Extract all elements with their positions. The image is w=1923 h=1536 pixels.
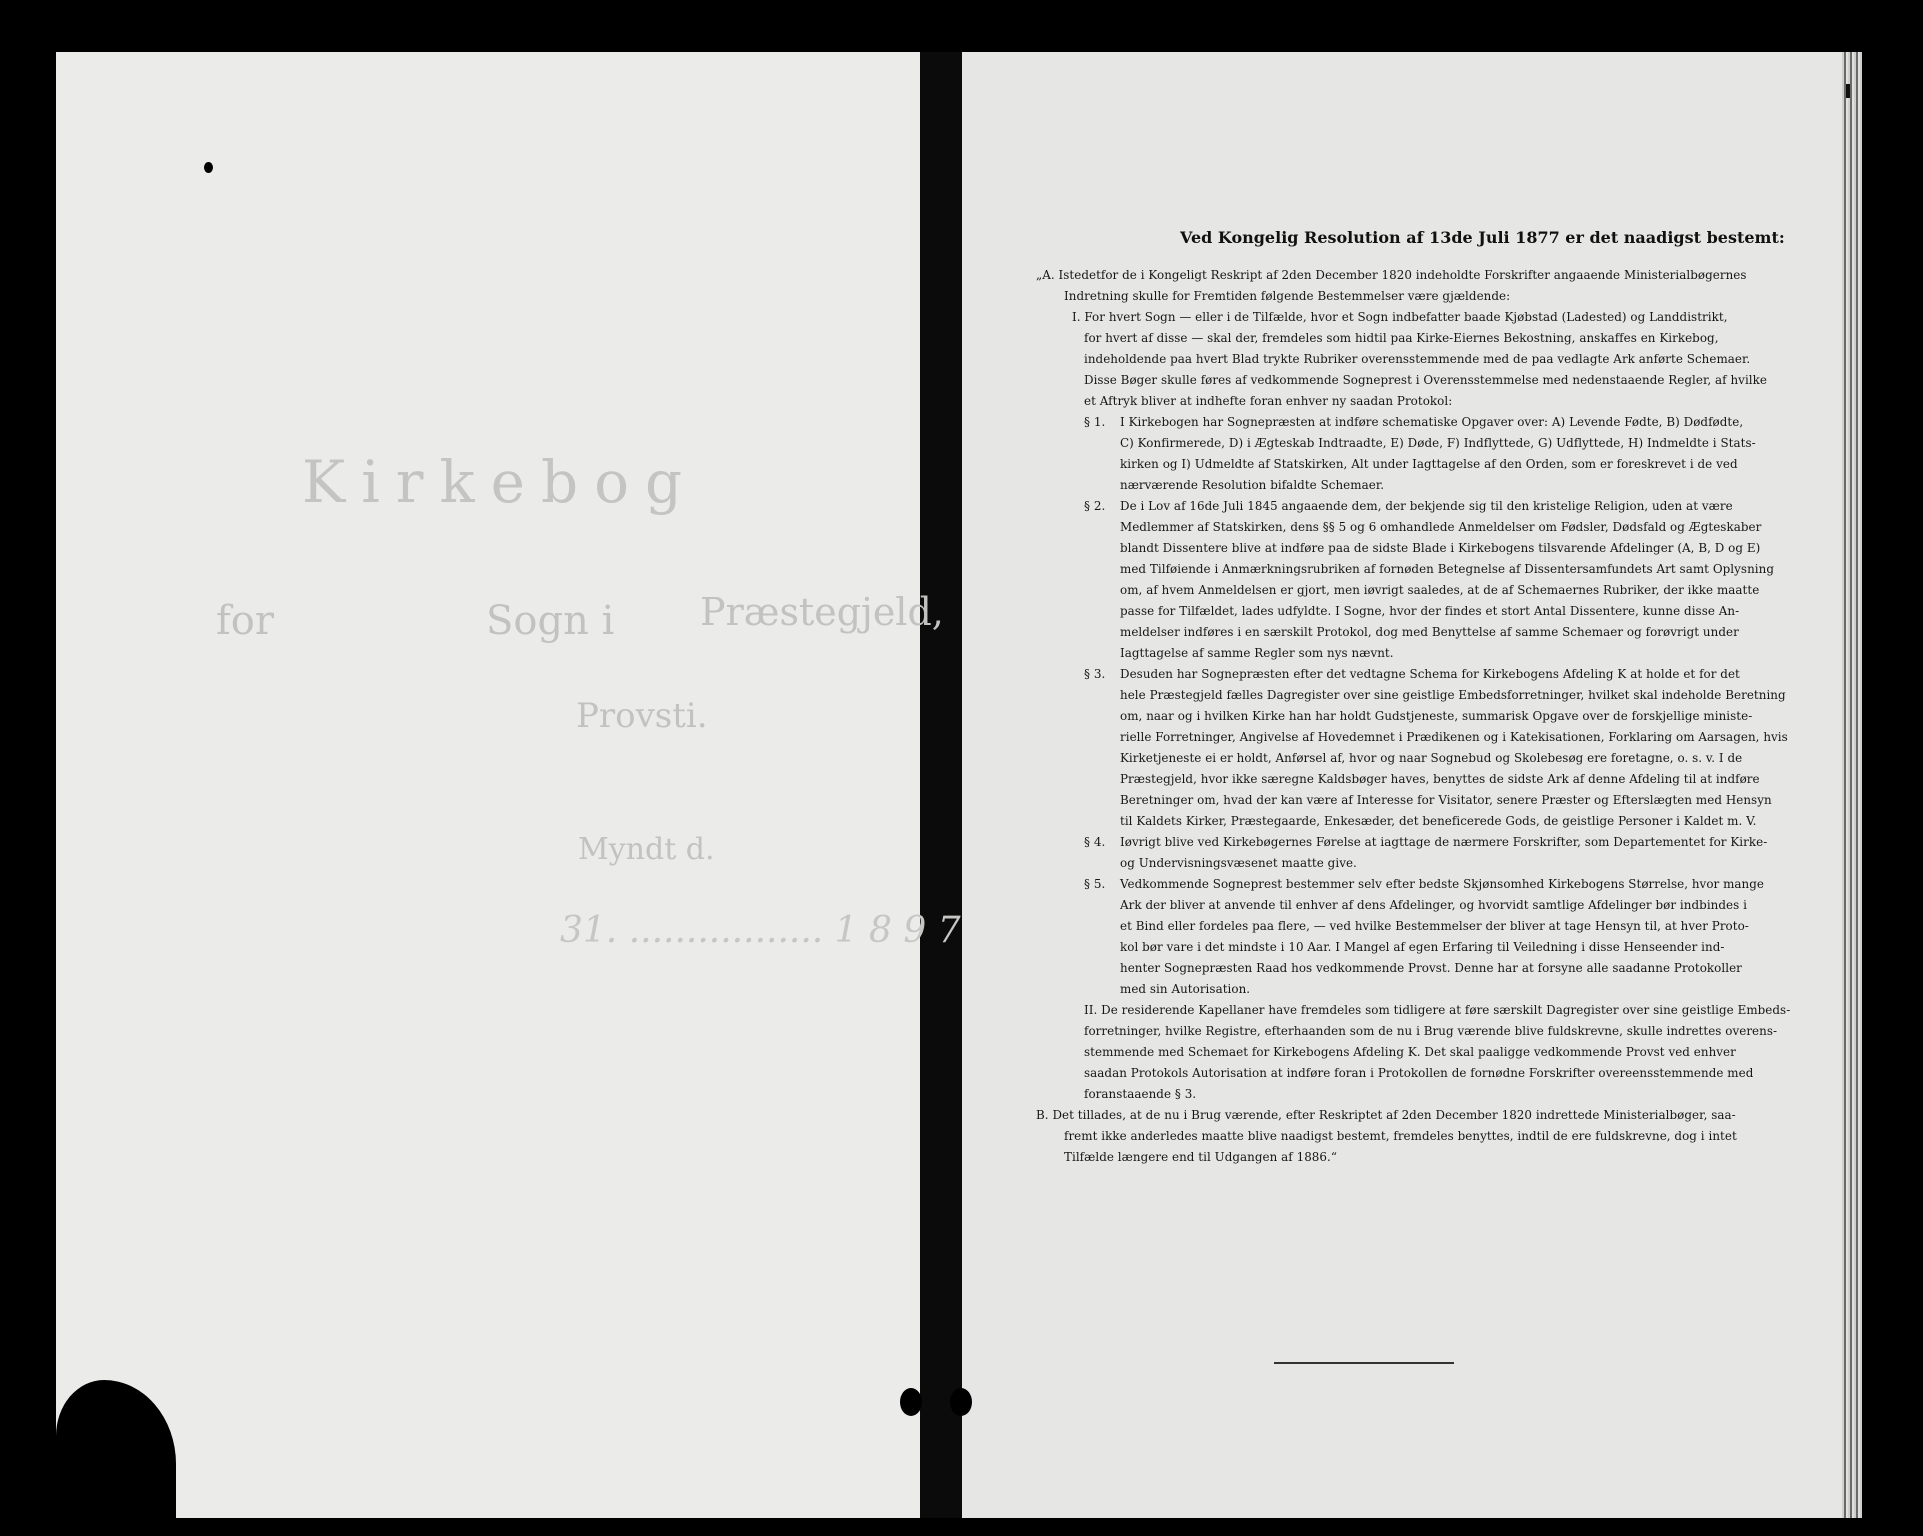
- text-line: hele Præstegjeld fælles Dagregister over sine geistlige Embedsforretninger, hvilket skal indeholde Beretning: [1120, 688, 1786, 702]
- text-line: „A. Istedetfor de i Kongeligt Reskript af 2den December 1820 indeholdte Forskrifter angaaende Ministerialbøgernes: [1036, 268, 1747, 282]
- text-line: kol bør vare i det mindste i 10 Aar. I Mangel af egen Erfaring til Veiledning i disse Henseender ind-: [1120, 940, 1725, 954]
- ink-spot: [204, 162, 213, 173]
- faint-prestegjeld: Præstegjeld,: [700, 590, 944, 634]
- book-gutter: [920, 52, 962, 1518]
- text-line: med sin Autorisation.: [1120, 982, 1251, 996]
- section-label: § 2.: [1084, 499, 1106, 513]
- text-line: Disse Bøger skulle føres af vedkommende Sogneprest i Overensstemmelse med nedenstaaende Regler, af hvilke: [1084, 373, 1767, 387]
- faint-mynd: Myndt d.: [578, 832, 715, 867]
- text-line: Iagttagelse af samme Regler som nys nævnt.: [1120, 646, 1394, 660]
- text-line: Desuden har Sognepræsten efter det vedtagne Schema for Kirkebogens Afdeling K at holde et for det: [1120, 667, 1740, 681]
- text-line: kirken og I) Udmeldte af Statskirken, Alt under Iagttagelse af den Orden, som er foreskrevet i de ved: [1120, 457, 1738, 471]
- document-heading: Ved Kongelig Resolution af 13de Juli 1877 er det naadigst bestemt:: [1180, 228, 1785, 247]
- text-line: blandt Dissentere blive at indføre paa de sidste Blade i Kirkebogens tilsvarende Afdelinger (A, B, D og E): [1120, 541, 1761, 555]
- text-line: Beretninger om, hvad der kan være af Interesse for Visitator, senere Præster og Efterslægten med Hensyn: [1120, 793, 1772, 807]
- text-line: Kirketjeneste ei er holdt, Anførsel af, hvor og naar Sognebud og Skolebesøg ere foretagne, o. s. v. I de: [1120, 751, 1743, 765]
- text-line: saadan Protokols Autorisation at indføre foran i Protokollen de fornødne Forskrifter overeensstemmende med: [1084, 1066, 1754, 1080]
- text-line: forretninger, hvilke Registre, efterhaanden som de nu i Brug værende blive fuldskrevne, skulle indrettes overens-: [1084, 1024, 1778, 1038]
- text-line: indeholdende paa hvert Blad trykte Rubriker overensstemmende med de paa vedlagte Ark anførte Schemaer.: [1084, 352, 1751, 366]
- text-line: Iøvrigt blive ved Kirkebøgernes Førelse at iagttage de nærmere Forskrifter, som Departementet for Kirke-: [1120, 835, 1768, 849]
- binding-hole-left: [900, 1388, 922, 1416]
- text-line: for hvert af disse — skal der, fremdeles som hidtil paa Kirke-Eiernes Bekostning, anskaffes en Kirkebog,: [1084, 331, 1719, 345]
- faint-provsti: Provsti.: [576, 696, 708, 736]
- text-line: fremt ikke anderledes maatte blive naadigst bestemt, fremdeles benyttes, indtil de ere fuldskrevne, dog i intet: [1064, 1129, 1737, 1143]
- text-line: II. De residerende Kapellaner have fremdeles som tidligere at føre særskilt Dagregister over sine geistlige Embeds-: [1084, 1003, 1791, 1017]
- text-line: et Bind eller fordeles paa flere, — ved hvilke Bestemmelser der bliver at tage Hensyn til, at hver Proto-: [1120, 919, 1749, 933]
- text-line: stemmende med Schemaet for Kirkebogens Afdeling K. Det skal paaligge vedkommende Provst ved enhver: [1084, 1045, 1736, 1059]
- text-line: Indretning skulle for Fremtiden følgende Bestemmelser være gjældende:: [1064, 289, 1511, 303]
- text-line: meldelser indføres i en særskilt Protokol, dog med Benyttelse af samme Schemaer og forøvrigt under: [1120, 625, 1739, 639]
- text-line: rielle Forretninger, Angivelse af Hovedemnet i Prædikenen og i Katekisationen, Forklaring om Aarsagen, hvis: [1120, 730, 1788, 744]
- text-line: passe for Tilfældet, lades udfyldte. I Sogne, hvor der findes et stort Antal Dissentere, kunne disse An-: [1120, 604, 1740, 618]
- text-line: henter Sognepræsten Raad hos vedkommende Provst. Denne har at forsyne alle saadanne Protokoller: [1120, 961, 1742, 975]
- text-line: om, naar og i hvilken Kirke han har holdt Gudstjeneste, summarisk Opgave over de forskjellige ministe-: [1120, 709, 1753, 723]
- text-line: til Kaldets Kirker, Præstegaarde, Enkesæder, det beneficerede Gods, de geistlige Personer i Kaldet m. V.: [1120, 814, 1757, 828]
- text-line: B. Det tillades, at de nu i Brug værende, efter Reskriptet af 2den December 1820 indrettede Ministerialbøger, saa-: [1036, 1108, 1736, 1122]
- text-line: om, af hvem Anmeldelsen er gjort, men iøvrigt saaledes, at de af Schemaernes Rubriker, der ikke maatte: [1120, 583, 1760, 597]
- text-line: foranstaaende § 3.: [1084, 1087, 1197, 1101]
- section-label: § 3.: [1084, 667, 1106, 681]
- text-line: og Undervisningsvæsenet maatte give.: [1120, 856, 1357, 870]
- text-line: Ark der bliver at anvende til enhver af dens Afdelinger, og hvorvidt samtlige Afdelinger bør indbindes i: [1120, 898, 1747, 912]
- text-line: Præstegjeld, hvor ikke særegne Kaldsbøger haves, benyttes de sidste Ark af denne Afdeling til at indføre: [1120, 772, 1760, 786]
- text-line: Medlemmer af Statskirken, dens §§ 5 og 6 omhandlede Anmeldelser om Fødsler, Dødsfald og Ægteskaber: [1120, 520, 1762, 534]
- binding-hole-right: [950, 1388, 972, 1416]
- text-line: et Aftryk bliver at indhefte foran enhver ny saadan Protokol:: [1084, 394, 1453, 408]
- text-line: I Kirkebogen har Sognepræsten at indføre schematiske Opgaver over: A) Levende Fødte, B) Dødfødte,: [1120, 415, 1744, 429]
- section-label: § 4.: [1084, 835, 1106, 849]
- signature-line: [1274, 1362, 1454, 1364]
- section-label: § 1.: [1084, 415, 1106, 429]
- faint-handwriting: 31. ................. 1 8 9 7: [560, 910, 961, 951]
- text-line: Tilfælde længere end til Udgangen af 1886.“: [1064, 1150, 1337, 1164]
- left-page: [56, 52, 920, 1518]
- faint-for: for: [216, 598, 275, 644]
- edge-mark: [1846, 84, 1850, 98]
- text-line: nærværende Resolution bifaldte Schemaer.: [1120, 478, 1385, 492]
- text-line: med Tilføiende i Anmærkningsrubriken af fornøden Betegnelse af Dissentersamfundets Art samt Oplysning: [1120, 562, 1774, 576]
- faint-sogn: Sogn i: [486, 598, 615, 644]
- text-line: Vedkommende Sogneprest bestemmer selv efter bedste Skjønsomhed Kirkebogens Størrelse, hvor mange: [1120, 877, 1765, 891]
- text-line: De i Lov af 16de Juli 1845 angaaende dem, der bekjende sig til den kristelige Religion, uden at være: [1120, 499, 1733, 513]
- faint-title: Kirkebog: [301, 448, 699, 516]
- section-label: § 5.: [1084, 877, 1106, 891]
- text-line: I. For hvert Sogn — eller i de Tilfælde, hvor et Sogn indbefatter baade Kjøbstad (Ladested) og Landdistrikt,: [1072, 310, 1728, 324]
- text-line: C) Konfirmerede, D) i Ægteskab Indtraadte, E) Døde, F) Indflyttede, G) Udflyttede, H) Indmeldte i Stats-: [1120, 436, 1756, 450]
- page-edge-strip: [1842, 52, 1862, 1518]
